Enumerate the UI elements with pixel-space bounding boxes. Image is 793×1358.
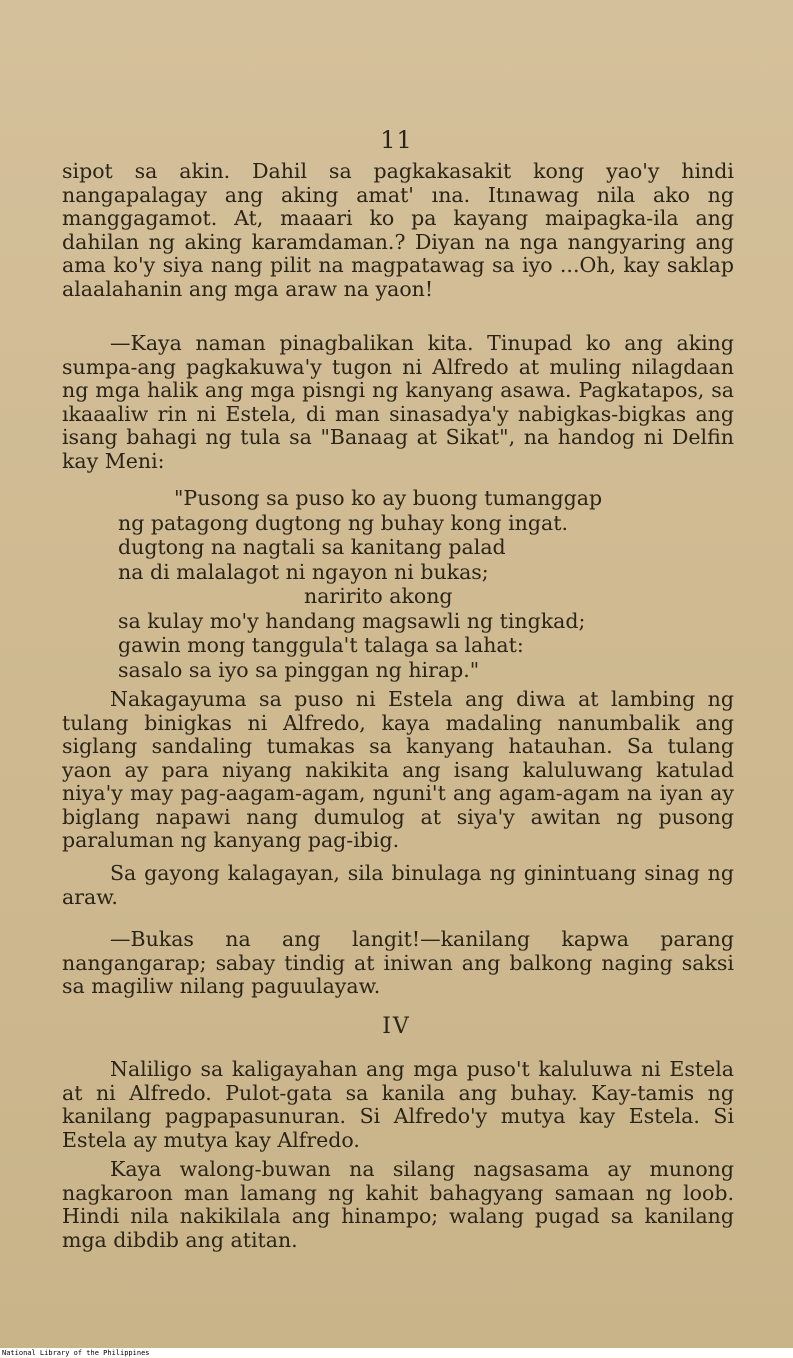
poem-line: gawin mong tanggula't talaga sa lahat: [118,633,524,657]
paragraph-text: Naliligo sa kaligayahan ang mga puso't kaluluwa ni Estela at ni Alfredo. Pulot-gata sa kanila ang buhay. Kay-tamis ng kanilang pagpapasunuran. Si Alfredo'y mutya kay Estela. Si Estela ay mutya kay Alfredo. [62,1057,734,1152]
paragraph-continued [62,160,734,301]
poem-stanza [118,486,678,682]
paragraph-text: Kaya walong-buwan na silang nagsasama ay munong nagkaroon man lamang ng kahit bahagyang samaan ng loob. Hindi nila nakikilala ang hinampo; walang pugad sa kanilang mga dibdib ang atitan. [62,1157,734,1252]
paragraph-text: Nakagayuma sa puso ni Estela ang diwa at lambing ng tulang binigkas ni Alfredo, kaya madaling nanumbalik ang siglang sandaling tumakas sa kanyang hatauhan. Sa tulang yaon ay para niyang nakikita ang isang kaluluwang katulad niya'y may pag-aagam-agam, nguni't ang agam-agam na iyan ay biglang napawi nang dumulog at siya'y awitan ng pusong paraluman ng kanyang pag-ibig. [62,687,734,852]
poem-line: dugtong na nagtali sa kanitang palad [118,535,506,559]
paragraph-text: —Kaya naman pinagbalikan kita. Tinupad ko ang aking sumpa-ang pagkakuwa'y tugon ni Alfredo at muling nilagdaan ng mga halik ang mga pisngi ng kanyang asawa. Pagkatapos, sa ıkaaaliw rin ni Estela, di man sinasadya'y nabigkas-bigkas ang isang bahagi ng tula sa "Banaag at Sikat", na handog ni Delfin kay Meni: [62,331,734,473]
footer-bar [0,1348,793,1358]
poem-line: naririto akong [304,584,453,608]
paragraph-bukas [62,928,734,999]
section-heading: IV [382,1014,411,1039]
library-credit: National Library of the Philippines [2,1349,150,1357]
poem-line: "Pusong sa puso ko ay buong tumanggap [174,486,603,510]
poem-line: sa kulay mo'y handang magsawli ng tingkad; [118,608,586,633]
poem-line: na di malalagot ni ngayon ni bukas; [118,559,489,584]
paragraph-kaya [62,332,734,473]
poem-line: ng patagong dugtong ng buhay kong ingat. [118,510,568,535]
poem-line: sasalo sa iyo sa pinggan ng hirap." [118,657,480,682]
paragraph-text: sipot sa akin. Dahil sa pagkakasakit kong yao'y hindi nangapalagay ang aking amat' ına. Itınawag nila ako ng manggagamot. At, maaari ko pa kayang maipagka-ila ang dahilan ng aking karamdaman.? Diyan na nga nangyaring ang ama ko'y siya nang pilit na magpatawag sa iyo ...Oh, kay saklap alaalahanin ang mga araw na yaon! [62,159,734,301]
paragraph-kaya-walong-buwan [62,1158,734,1252]
paragraph-nakagayuma [62,688,734,853]
paragraph-text: —Bukas na ang langit!—kanilang kapwa parang nangangarap; sabay tindig at iniwan ang balkong naging saksi sa magiliw nilang paguulayaw. [62,927,734,998]
page-number: 11 [380,126,413,154]
paragraph-naliligo [62,1058,734,1152]
paragraph-text: Sa gayong kalagayan, sila binulaga ng ginintuang sinag ng araw. [62,861,734,909]
paragraph-sa-gayong [62,862,734,909]
